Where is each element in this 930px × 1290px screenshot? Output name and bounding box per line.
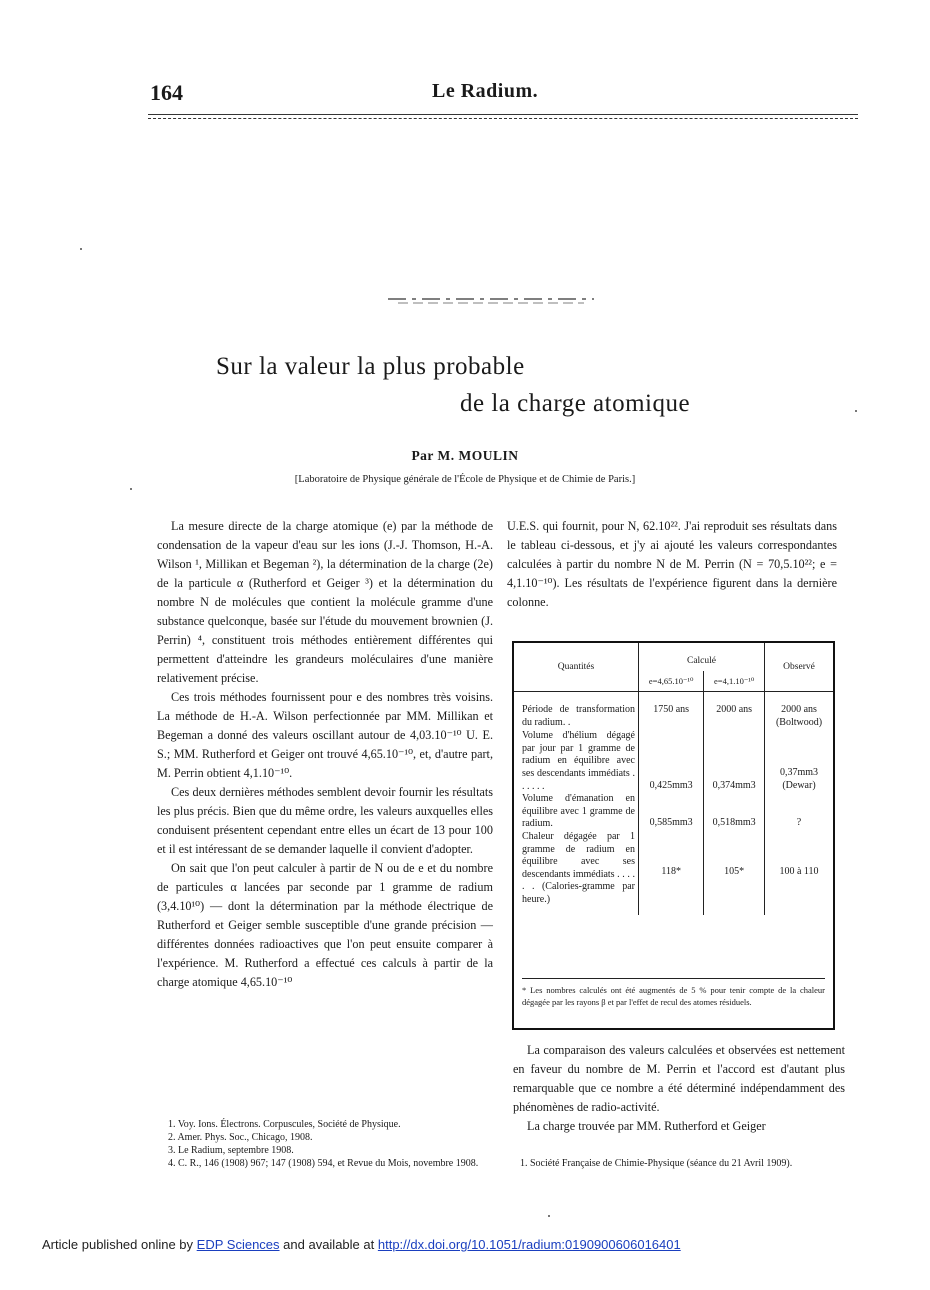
- article-title-line2: de la charge atomique: [460, 390, 691, 417]
- calc-a-cell: 0,425mm3: [639, 730, 704, 793]
- header-calc-a: e=4,65.10⁻¹⁰: [639, 671, 704, 691]
- doi-link[interactable]: http://dx.doi.org/10.1051/radium:0190900606016401: [377, 1237, 681, 1252]
- paragraph: Ces deux dernières méthodes semblent devoir fournir les résultats les plus précis. Bien que du même ordre, les valeurs auxquelles elles conduisent présentent cependant entre elles un écart de 13 pour 100 et il est intéressant de se demander laquelle il convient d'adopter.: [157, 785, 493, 856]
- calc-a-cell: 118*: [639, 831, 704, 915]
- observed-cell: 100 à 110: [765, 831, 834, 915]
- body-right-column-lower: [513, 1041, 845, 1136]
- quantity-cell: Période de transformation du radium. .: [522, 704, 635, 728]
- table-row: [514, 730, 833, 793]
- paragraph: Ces trois méthodes fournissent pour e des nombres très voisins. La méthode de H.-A. Wilson perfectionnée par MM. Millikan et Begeman a donné des valeurs oscillant autour de 4,03.10⁻¹⁰ U. E. S.; MM. Rutherford et Geiger ont trouvé 4,65.10⁻¹⁰, et, d'autre part, M. Perrin obtient 4,1.10⁻¹⁰.: [157, 690, 493, 780]
- body-left-column: [157, 517, 493, 992]
- calc-b-cell: 105*: [704, 831, 765, 915]
- header-quantites: Quantités: [514, 643, 639, 692]
- header-calcule: Calculé: [639, 643, 765, 671]
- table-row: [514, 793, 833, 831]
- results-table: [512, 641, 835, 1030]
- quantity-cell: Volume d'émanation en équilibre avec 1 gramme de radium.: [522, 793, 635, 830]
- quantity-cell: Chaleur dégagée par 1 gramme de radium en équilibre avec ses descendants immédiats . . . . . . (Calories-gramme par heure.): [522, 830, 635, 905]
- print-speck: [548, 1215, 550, 1217]
- footer-middle: and available at: [283, 1237, 375, 1252]
- header-observe: Observé: [765, 643, 834, 692]
- body-right-column: [507, 517, 837, 612]
- print-speck: [80, 248, 82, 250]
- calc-b-cell: 2000 ans: [704, 692, 765, 731]
- footnote: 3. Le Radium, septembre 1908.: [168, 1145, 294, 1156]
- page-number: 164: [150, 80, 183, 105]
- footnote: 1. Société Française de Chimie-Physique (séance du 21 Avril 1909).: [520, 1158, 793, 1169]
- footnote: 4. C. R., 146 (1908) 967; 147 (1908) 594, et Revue du Mois, novembre 1908.: [168, 1158, 479, 1169]
- journal-title: Le Radium.: [432, 80, 539, 102]
- footer-prefix: Article published online by: [42, 1237, 194, 1252]
- footnote: 2. Amer. Phys. Soc., Chicago, 1908.: [168, 1132, 313, 1143]
- author-line: Par M. MOULIN: [411, 448, 519, 463]
- calc-b-cell: 0,374mm3: [704, 730, 765, 793]
- affiliation: [Laboratoire de Physique générale de l'École de Physique et de Chimie de Paris.]: [294, 474, 636, 485]
- paragraph: U.E.S. qui fournit, pour N, 62.10²². J'ai reproduit ses résultats dans le tableau ci-dessous, et j'y ai ajouté les valeurs correspondantes calculées à partir du nombre N de M. Perrin (N = 70,5.10²²; e = 4,1.10⁻¹⁰). Les résultats de l'expérience figurent dans la dernière colonne.: [507, 519, 837, 609]
- article-title-line1: Sur la valeur la plus probable: [216, 353, 525, 380]
- footnotes-left: [158, 1118, 494, 1170]
- footnote: 1. Voy. Ions. Électrons. Corpuscules, Société de Physique.: [168, 1119, 401, 1130]
- calc-a-cell: 1750 ans: [639, 692, 704, 731]
- quantity-cell: Volume d'hélium dégagé par jour par 1 gramme de radium en équilibre avec ses descendants immédiats . . . . . .: [522, 730, 635, 792]
- observed-cell: 2000 ans (Boltwood): [765, 692, 834, 731]
- print-speck: [855, 410, 857, 412]
- header-calc-b: e=4,1.10⁻¹⁰: [704, 671, 765, 691]
- footnotes-right: [510, 1157, 848, 1170]
- observed-cell: ?: [765, 793, 834, 831]
- paragraph: La comparaison des valeurs calculées et observées est nettement en faveur du nombre de M. Perrin et l'accord est d'autant plus remarquable que ce nombre a été déterminé indépendamment des phénomènes de radio-activité.: [513, 1043, 845, 1114]
- table-row: [514, 831, 833, 915]
- paragraph: La mesure directe de la charge atomique (e) par la méthode de condensation de la vapeur d'eau sur les ions (J.-J. Thomson, H.-A. Wilson ¹, Millikan et Begeman ²), la détermination de la charge (2e) de la particule α (Rutherford et Geiger ³) et la détermination du nombre N de molécules que contient la molécule gramme d'une substance quelconque, basée sur l'étude du mouvement brownien (J. Perrin) ⁴, constituent trois méthodes entièrement différentes qui permettent d'atteindre les grandeurs moléculaires d'une manière relativement précise.: [157, 519, 493, 685]
- paragraph: On sait que l'on peut calculer à partir de N ou de e et du nombre de particules α lancées par seconde par 1 gramme de radium (3,4.10¹⁰) — dont la détermination par la méthode électrique de Rutherford et Geiger semble susceptible d'une grande précision — différentes données radioactives que l'on peut ensuite comparer à l'expérience. M. Rutherford a effectué ces calculs à partir de la charge atomique 4,65.10⁻¹⁰: [157, 861, 493, 989]
- paragraph: La charge trouvée par MM. Rutherford et Geiger: [527, 1119, 766, 1133]
- table-row: [514, 692, 833, 731]
- calc-a-cell: 0,585mm3: [639, 793, 704, 831]
- ornament-divider: [388, 297, 594, 305]
- publisher-link[interactable]: EDP Sciences: [196, 1237, 280, 1252]
- print-speck: [130, 488, 132, 490]
- calc-b-cell: 0,518mm3: [704, 793, 765, 831]
- observed-cell: 0,37mm3 (Dewar): [765, 730, 834, 793]
- header-rule-top: [148, 114, 858, 115]
- header-rule-bottom: [148, 118, 858, 119]
- table-note: * Les nombres calculés ont été augmentés de 5 % pour tenir compte de la chaleur dégagée par les rayons β et par l'effet de recul des atomes résiduels.: [522, 978, 825, 1008]
- publisher-footer: [42, 1237, 681, 1252]
